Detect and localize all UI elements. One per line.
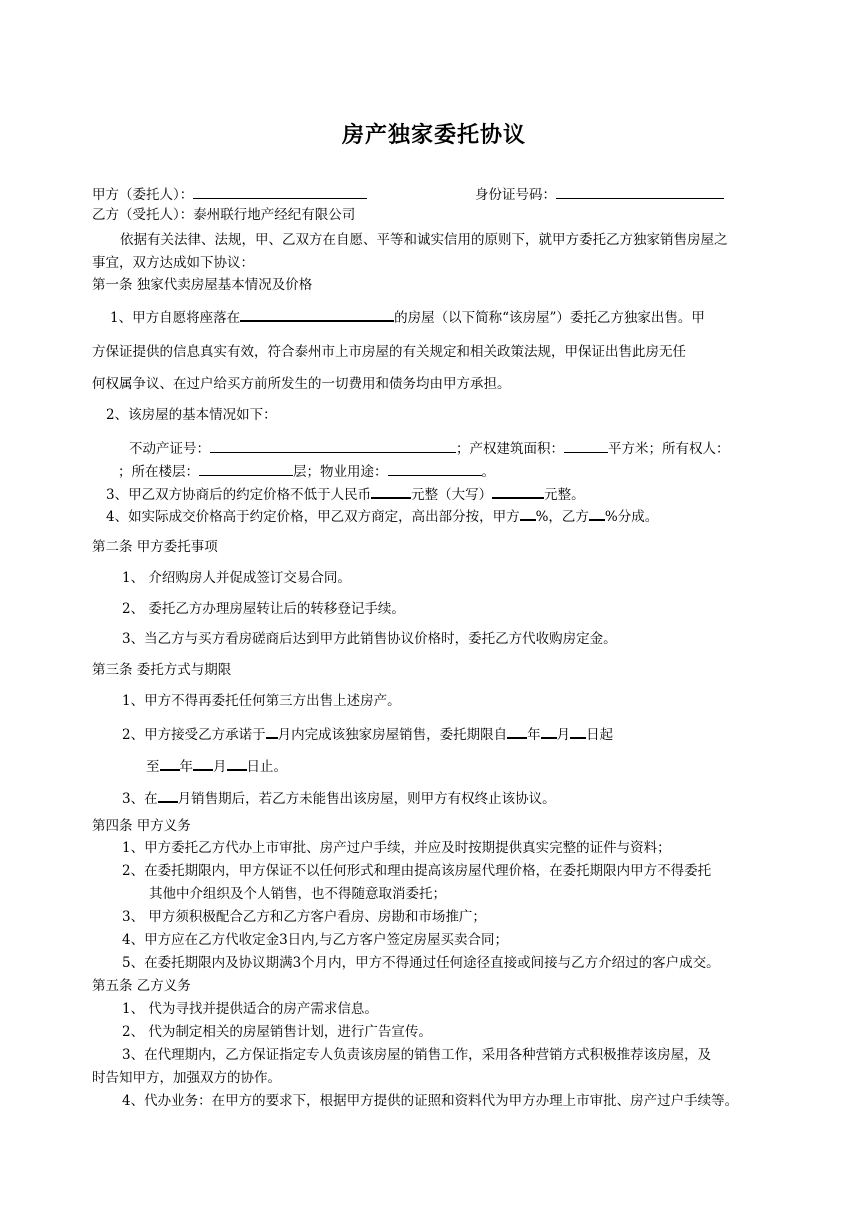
end-month-blank — [193, 755, 213, 771]
article-4-heading: 第四条 甲方义务 — [92, 818, 191, 834]
article-3-item-1: 1、甲方不得再委托任何第三方出售上述房产。 — [122, 693, 401, 709]
party-b-name: 泰州联行地产经纪有限公司 — [193, 207, 356, 223]
usage-blank — [388, 461, 482, 476]
text: %，乙方 — [535, 509, 589, 525]
usage-label: 层；物业用途： — [293, 464, 388, 480]
id-number-label: 身份证号码： — [475, 187, 556, 203]
area-label: ；产权建筑面积： — [456, 441, 564, 457]
text: %分成。 — [604, 509, 659, 525]
intro-line-1: 依据有关法律、法规，甲、乙双方在自愿、平等和诚实信用的原则下，就甲方委托乙方独家销售房屋之 — [120, 232, 728, 248]
article-1-item-3 — [106, 483, 585, 504]
text: 日起 — [586, 727, 614, 743]
price-blank — [371, 483, 411, 499]
article-4-item-5: 5、在委托期限内及协议期满3个月内，甲方不得通过任何途径直接或间接与乙方介绍过的客户成交。 — [122, 955, 720, 971]
text: 月销售期后，若乙方未能售出该房屋，则甲方有权终止该协议。 — [177, 791, 556, 807]
article-2-heading: 第二条 甲方委托事项 — [92, 539, 218, 555]
start-year-blank — [507, 723, 527, 739]
text: 3、在 — [122, 791, 158, 807]
article-1-item-4 — [106, 505, 658, 526]
article-5-item-3-cont: 时告知甲方，加强双方的协作。 — [92, 1070, 281, 1086]
address-blank — [240, 306, 394, 322]
text: 至 — [146, 759, 160, 775]
article-1-item-1-line-3: 何权属争议、在过户给买方前所发生的一切费用和债务均由甲方承担。 — [92, 376, 511, 392]
article-5-item-1: 1、 代为寻找并提供适合的房产需求信息。 — [122, 1001, 378, 1017]
article-4-item-4: 4、甲方应在乙方代收定金3日内,与乙方客户签定房屋买卖合同； — [122, 932, 508, 948]
party-b-line — [92, 206, 355, 224]
floor-blank — [199, 461, 293, 476]
sales-period-blank — [158, 787, 178, 803]
article-5-item-3: 3、在代理期内，乙方保证指定专人负责该房屋的销售工作，采用各种营销方式积极推荐该房屋，及 — [122, 1047, 712, 1063]
area-unit: 平方米；所有权人： — [608, 441, 730, 457]
text: 的房屋（以下简称“该房屋”）委托乙方独家出售。甲 — [394, 310, 705, 326]
article-3-item-3 — [122, 787, 556, 808]
months-blank — [266, 723, 278, 739]
id-number-line — [475, 184, 724, 204]
text: 1、甲方自愿将座落在 — [110, 310, 241, 326]
text: 月内完成该独家房屋销售，委托期限自 — [277, 727, 508, 743]
text: 2、甲方接受乙方承诺于 — [122, 727, 266, 743]
price-words-blank — [492, 483, 544, 499]
text: 年 — [527, 727, 541, 743]
intro-line-2: 事宜，双方达成如下协议： — [92, 255, 254, 271]
article-4-item-1: 1、甲方委托乙方代办上市审批、房产过户手续，并应及时按期提供真实完整的证件与资料； — [122, 840, 671, 856]
party-b-label: 乙方（受托人）： — [92, 207, 194, 223]
article-5-heading: 第五条 乙方义务 — [92, 978, 191, 994]
article-1-item-2: 2、该房屋的基本情况如下： — [106, 407, 277, 423]
party-a-share-blank — [520, 505, 536, 521]
cert-label: 不动产证号： — [129, 441, 210, 457]
article-4-item-2: 2、在委托期限内，甲方保证不以任何形式和理由提高该房屋代理价格，在委托期限内甲方不得委托 — [122, 863, 712, 879]
party-b-share-blank — [589, 505, 605, 521]
text: 。 — [481, 464, 495, 480]
end-year-blank — [160, 755, 180, 771]
article-2-item-3: 3、当乙方与买方看房磋商后达到甲方此销售协议价格时，委托乙方代收购房定金。 — [122, 631, 617, 647]
start-day-blank — [570, 723, 586, 739]
text: 年 — [179, 759, 193, 775]
text: 4、如实际成交价格高于约定价格，甲乙双方商定，高出部分按，甲方 — [106, 509, 520, 525]
text: 元整。 — [544, 487, 585, 503]
id-number-blank — [556, 184, 724, 199]
party-a-label: 甲方（委托人）： — [92, 187, 194, 203]
article-1-item-1-line-2: 方保证提供的信息真实有效，符合泰州市上市房屋的有关规定和相关政策法规，甲保证出售此房无任 — [92, 344, 686, 360]
cert-blank — [210, 438, 456, 453]
party-a-blank — [193, 184, 367, 199]
text: 月 — [213, 759, 227, 775]
start-month-blank — [541, 723, 557, 739]
party-a-line — [92, 184, 367, 204]
end-day-blank — [227, 755, 247, 771]
article-5-item-4: 4、代办业务：在甲方的要求下，根据甲方提供的证照和资料代为甲方办理上市审批、房产过户手续等。 — [122, 1093, 739, 1109]
property-floor-line — [118, 461, 495, 481]
article-4-item-3: 3、 甲方须积极配合乙方和乙方客户看房、房勘和市场推广； — [122, 909, 486, 925]
article-3-item-2-end — [146, 755, 287, 776]
article-2-item-1: 1、 介绍购房人并促成签订交易合同。 — [122, 570, 351, 586]
article-5-item-2: 2、 代为制定相关的房屋销售计划，进行广告宣传。 — [122, 1024, 432, 1040]
property-cert-line — [129, 438, 730, 458]
article-3-heading: 第三条 委托方式与期限 — [92, 662, 232, 678]
text: 3、甲乙双方协商后的约定价格不低于人民币 — [106, 487, 372, 503]
article-1-item-1 — [110, 306, 705, 327]
article-1-heading: 第一条 独家代卖房屋基本情况及价格 — [92, 277, 313, 293]
article-3-item-2 — [122, 723, 613, 744]
floor-label: ；所在楼层： — [118, 464, 199, 480]
text: 元整（大写） — [411, 487, 493, 503]
text: 日止。 — [246, 759, 287, 775]
text: 月 — [556, 727, 571, 743]
document-title: 房产独家委托协议 — [341, 123, 526, 148]
area-blank — [564, 438, 608, 453]
article-2-item-2: 2、 委托乙方办理房屋转让后的转移登记手续。 — [122, 601, 405, 617]
article-4-item-2-cont: 其他中介组织及个人销售，也不得随意取消委托； — [149, 886, 446, 902]
